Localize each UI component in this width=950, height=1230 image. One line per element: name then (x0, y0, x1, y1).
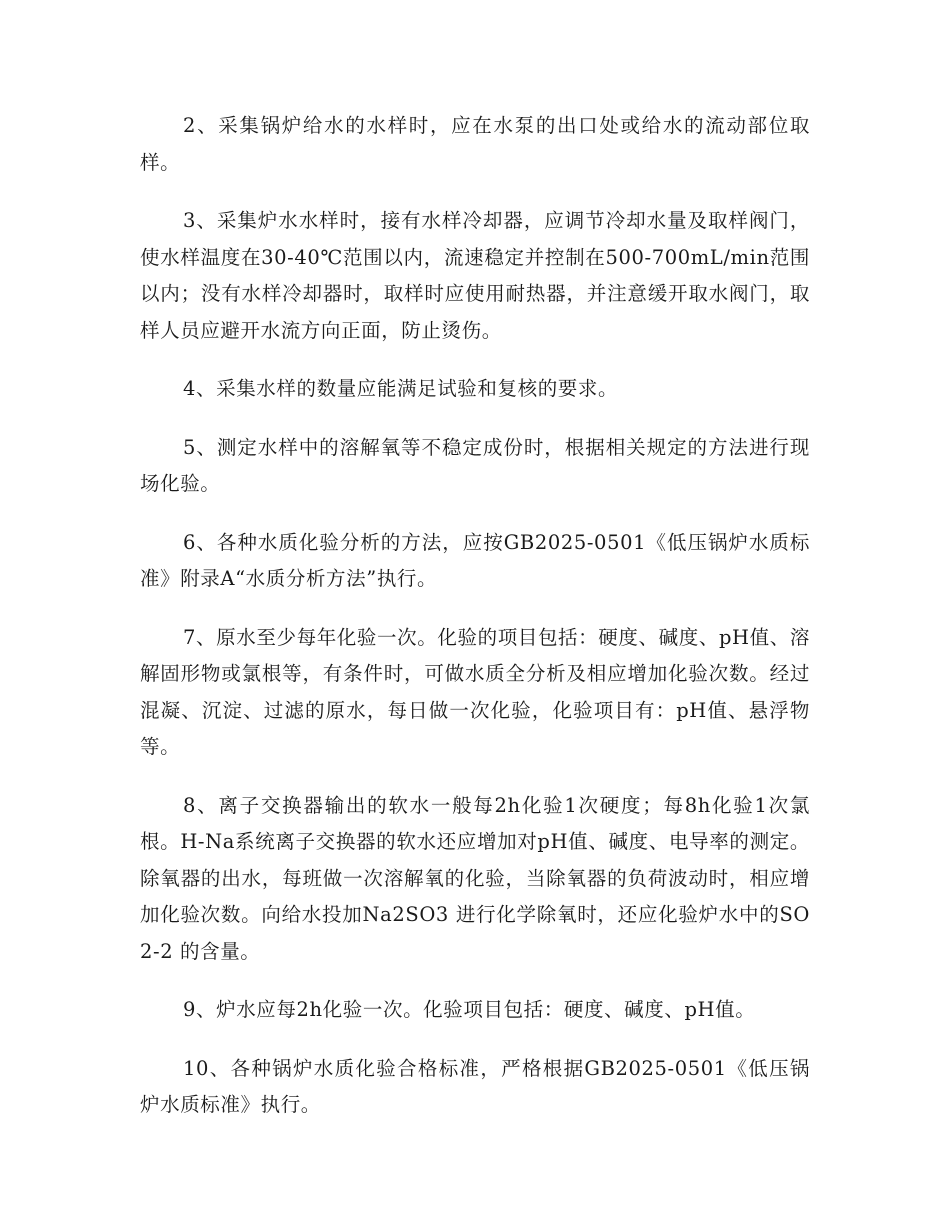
paragraph-2: 2、采集锅炉给水的水样时，应在水泵的出口处或给水的流动部位取样。 (140, 114, 810, 174)
paragraph-8: 8、离子交换器输出的软水一般每2h化验1次硬度；每8h化验1次氯根。H-Na系统离子交换器的软水还应增加对pH值、碱度、电导率的测定。除氧器的出水，每班做一次溶解氧的化验，当除氧器的负荷波动时，相应增加化验次数。向给水投加Na2SO3 进行化学除氧时，还应化验炉水中的SO2-2 的含量。 (140, 793, 810, 963)
paragraph-3: 3、采集炉水水样时，接有水样冷却器，应调节冷却水量及取样阀门，使水样温度在30-40℃范围以内，流速稳定并控制在500-700mL/min范围以内；没有水样冷却器时，取样时应使用耐热器，并注意缓开取水阀门，取样人员应避开水流方向正面，防止烫伤。 (140, 209, 810, 342)
paragraph-7: 7、原水至少每年化验一次。化验的项目包括：硬度、碱度、pH值、溶解固形物或氯根等，有条件时，可做水质全分析及相应增加化验次数。经过混凝、沉淀、过滤的原水，每日做一次化验，化验项目有：pH值、悬浮物等。 (140, 625, 810, 758)
paragraph-6: 6、各种水质化验分析的方法，应按GB2025-0501《低压锅炉水质标准》附录A“水质分析方法”执行。 (140, 530, 810, 590)
paragraph-5: 5、测定水样中的溶解氧等不稳定成份时，根据相关规定的方法进行现场化验。 (140, 435, 810, 495)
paragraph-9: 9、炉水应每2h化验一次。化验项目包括：硬度、碱度、pH值。 (183, 998, 756, 1021)
document-body (140, 108, 810, 1146)
paragraph-10: 10、各种锅炉水质化验合格标准，严格根据GB2025-0501《低压锅炉水质标准》执行。 (140, 1056, 810, 1116)
paragraph-4: 4、采集水样的数量应能满足试验和复核的要求。 (183, 377, 619, 400)
